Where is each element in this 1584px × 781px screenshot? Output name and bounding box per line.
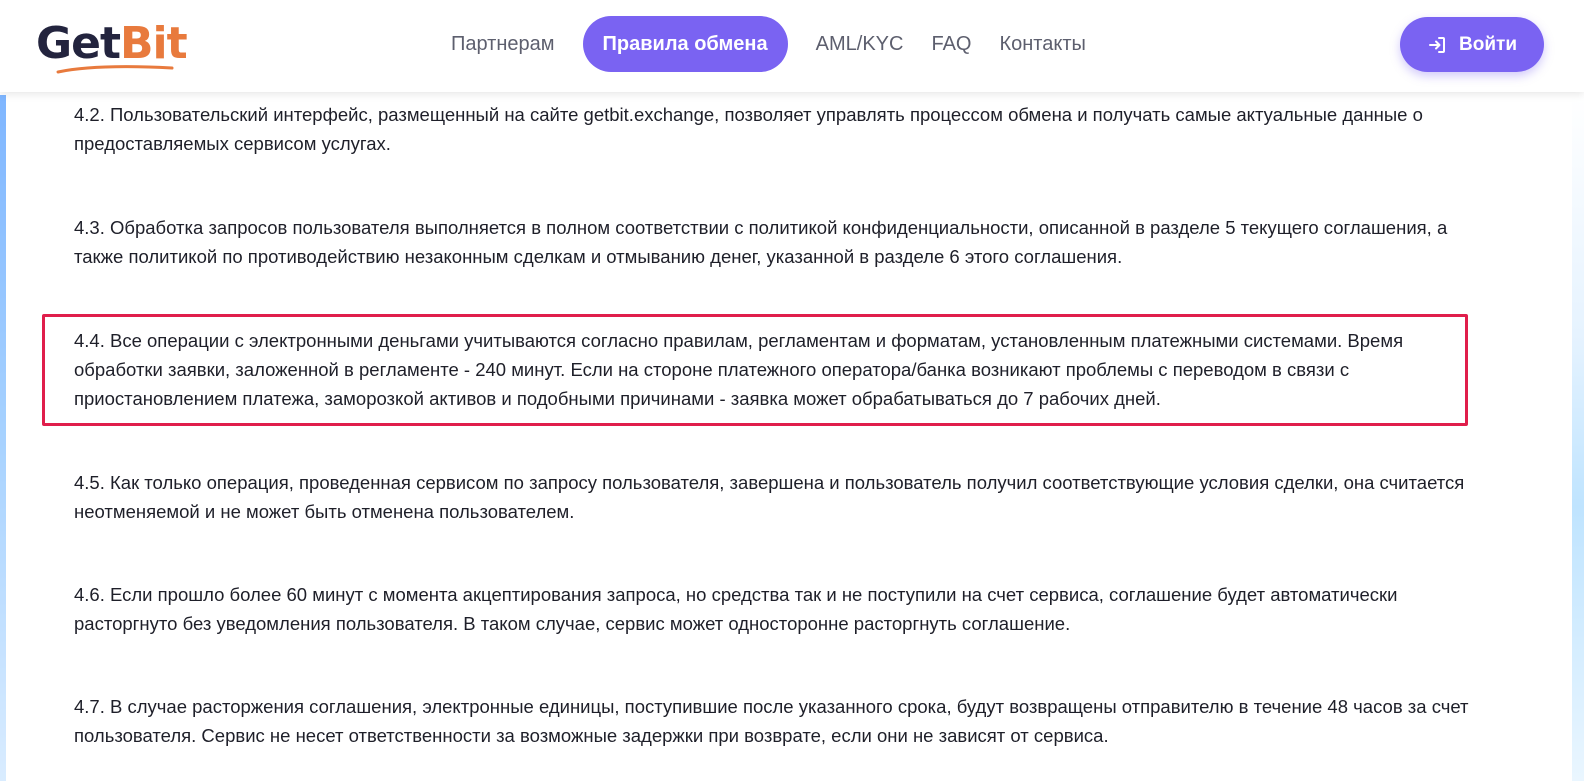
site-header: [0, 0, 1584, 92]
login-arrow-icon: [1427, 35, 1447, 55]
logo[interactable]: [36, 14, 196, 74]
logo-text-bit: Bit: [120, 18, 187, 69]
logo-swoosh-icon: [56, 62, 174, 76]
logo-text-get: Get: [36, 18, 120, 69]
main-nav: [437, 16, 1100, 72]
rule-4-7: 4.7. В случае расторжения соглашения, электронные единицы, поступившие после указанного срока, будут возвращены отправителю в течение 48 часов за счет пользователя. Сервис не несет ответственности за возможные задержки при возврате, если они не зависят от сервиса.: [74, 696, 1469, 746]
rule-4-3: 4.3. Обработка запросов пользователя выполняется в полном соответствии с политикой конфиденциальности, описанной в разделе 5 текущего соглашения, а также политикой по противодействию незаконным сделкам и отмыванию денег, указанной в разделе 6 этого соглашения.: [74, 217, 1448, 267]
rules-content: [0, 92, 1584, 781]
login-button[interactable]: [1400, 17, 1544, 72]
rule-4-5: 4.5. Как только операция, проведенная сервисом по запросу пользователя, завершена и пользователь получил соответствующие условия сделки, она считается неотменяемой и не может быть отменена пользователем.: [74, 472, 1465, 522]
nav-partners[interactable]: Партнерам: [451, 33, 555, 55]
nav-exchange-rules[interactable]: Правила обмена: [583, 16, 788, 72]
rule-4-6: 4.6. Если прошло более 60 минут с момента акцептирования запроса, но средства так и не поступили на счет сервиса, соглашение будет автоматически расторгнуто без уведомления пользователя. В таком случае, сервис может односторонне расторгнуть соглашение.: [74, 584, 1398, 634]
rule-4-2: 4.2. Пользовательский интерфейс, размещенный на сайте getbit.exchange, позволяет управлять процессом обмена и получать самые актуальные данные о предоставляемых сервисом услугах.: [74, 104, 1423, 154]
login-label: Войти: [1459, 33, 1517, 55]
nav-aml-kyc[interactable]: AML/KYC: [815, 33, 904, 55]
nav-faq[interactable]: FAQ: [931, 33, 972, 55]
rule-4-4: 4.4. Все операции с электронными деньгами учитываются согласно правилам, регламентам и форматам, установленным платежными системами. Время обработки заявки, заложенной в регламенте - 240 минут. Если на стороне платежного оператора/банка возникают проблемы с переводом в связи с приостановлением платежа, заморозкой активов и подобными причинами - заявка может обрабатываться до 7 рабочих дней.: [74, 330, 1404, 409]
nav-contacts[interactable]: Контакты: [999, 33, 1086, 55]
